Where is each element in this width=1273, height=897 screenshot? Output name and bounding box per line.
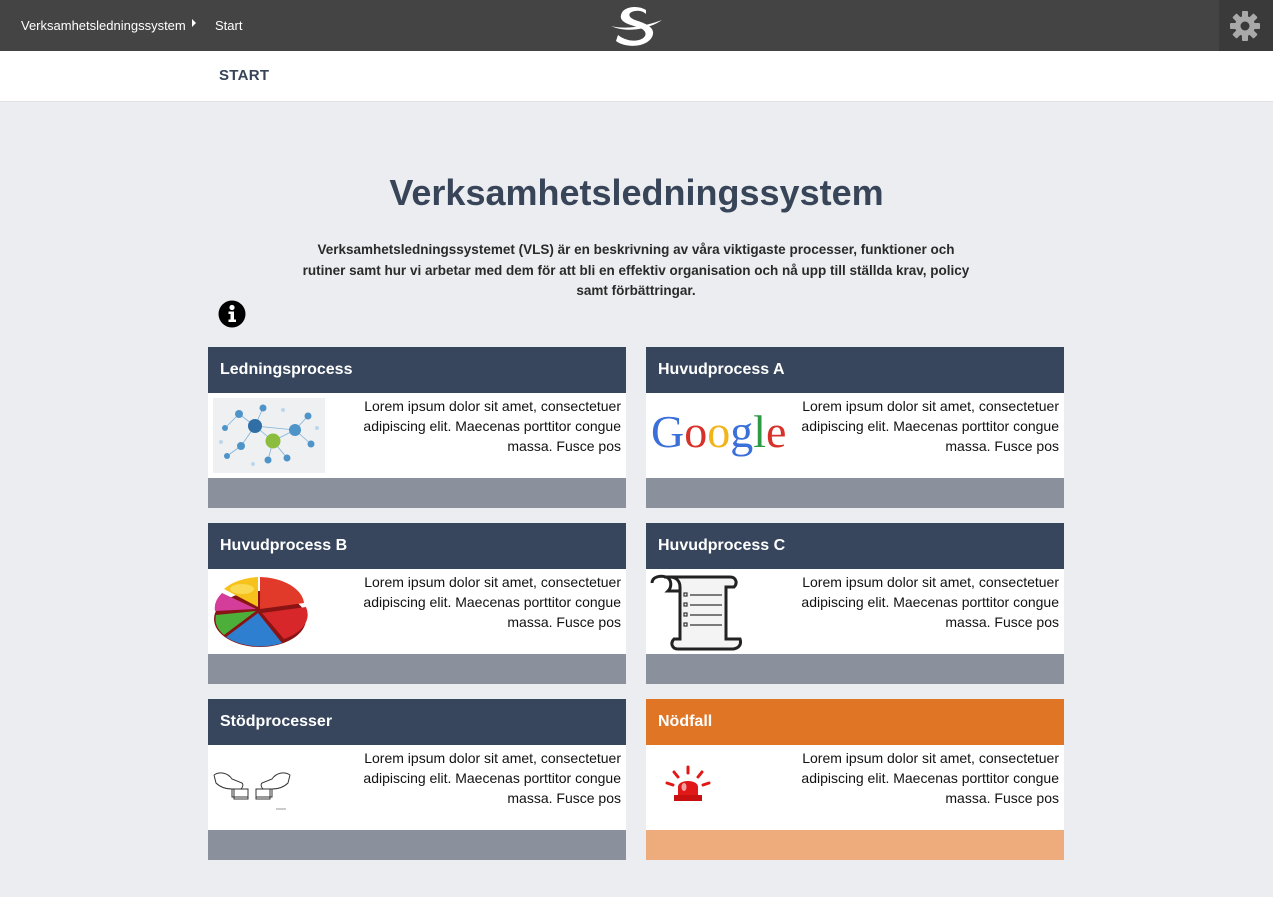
card-header[interactable]: [208, 523, 626, 569]
card-title[interactable]: Huvudprocess C: [658, 537, 786, 554]
card-title[interactable]: Nödfall: [658, 713, 713, 730]
card-footer: [646, 830, 1064, 860]
card-header[interactable]: [646, 523, 1064, 569]
card-description: Lorem ipsum dolor sit amet, consectetuer adipiscing elit. Maecenas porttitor congue massa. Fusce pos: [363, 398, 621, 454]
scroll-checklist-icon: [650, 573, 746, 651]
card-title[interactable]: Stödprocesser: [220, 713, 333, 730]
network-icon: [213, 398, 325, 473]
card-footer: [646, 478, 1064, 508]
card-title[interactable]: Huvudprocess B: [220, 537, 348, 554]
card-description: Lorem ipsum dolor sit amet, consectetuer adipiscing elit. Maecenas porttitor congue massa. Fusce pos: [363, 750, 621, 806]
card-ledningsprocess[interactable]: [208, 347, 626, 508]
card-description: Lorem ipsum dolor sit amet, consectetuer adipiscing elit. Maecenas porttitor congue massa. Fusce pos: [801, 574, 1059, 630]
card-description: Lorem ipsum dolor sit amet, consectetuer adipiscing elit. Maecenas porttitor congue massa. Fusce pos: [801, 750, 1059, 806]
google-logo: [649, 404, 804, 464]
google-logo-text: Google: [651, 406, 787, 457]
card-footer: [208, 478, 626, 508]
s-logo[interactable]: [606, 4, 666, 48]
gear-icon: [1229, 10, 1261, 42]
card-header[interactable]: [646, 699, 1064, 745]
info-icon[interactable]: [218, 300, 246, 328]
card-title[interactable]: Huvudprocess A: [658, 361, 785, 378]
card-huvudprocess-c[interactable]: [646, 523, 1064, 684]
page-title: Verksamhetsledningssystem: [389, 172, 884, 213]
sub-navigation: [0, 51, 1273, 102]
card-header[interactable]: [646, 347, 1064, 393]
breadcrumb-current[interactable]: Start: [215, 18, 243, 33]
card-header[interactable]: [208, 699, 626, 745]
siren-icon: [664, 765, 712, 811]
card-stodprocesser[interactable]: [208, 699, 626, 860]
card-footer: [208, 654, 626, 684]
hands-icon: [212, 769, 292, 811]
top-bar: [0, 0, 1273, 51]
card-description: Lorem ipsum dolor sit amet, consectetuer adipiscing elit. Maecenas porttitor congue massa. Fusce pos: [363, 574, 621, 630]
card-huvudprocess-b[interactable]: [208, 523, 626, 684]
intro-text: Verksamhetsledningssystemet (VLS) är en beskrivning av våra viktigaste processer, funktioner och rutiner samt hur vi arbetar med dem för att bli en effektiv organisation och nå upp till ställda krav, policy samt förbättringar.: [302, 242, 970, 298]
card-title[interactable]: Ledningsprocess: [220, 361, 353, 378]
breadcrumb-root[interactable]: Verksamhetsledningssystem: [21, 18, 186, 33]
card-header[interactable]: [208, 347, 626, 393]
breadcrumb-separator-icon: [192, 19, 196, 27]
nav-start-link[interactable]: START: [219, 67, 270, 84]
card-footer: [646, 654, 1064, 684]
card-description: Lorem ipsum dolor sit amet, consectetuer adipiscing elit. Maecenas porttitor congue massa. Fusce pos: [801, 398, 1059, 454]
card-nodfall[interactable]: [646, 699, 1064, 860]
settings-button[interactable]: [1219, 0, 1273, 51]
card-footer: [208, 830, 626, 860]
pie-chart-icon: [212, 573, 308, 651]
card-huvudprocess-a[interactable]: [646, 347, 1064, 508]
